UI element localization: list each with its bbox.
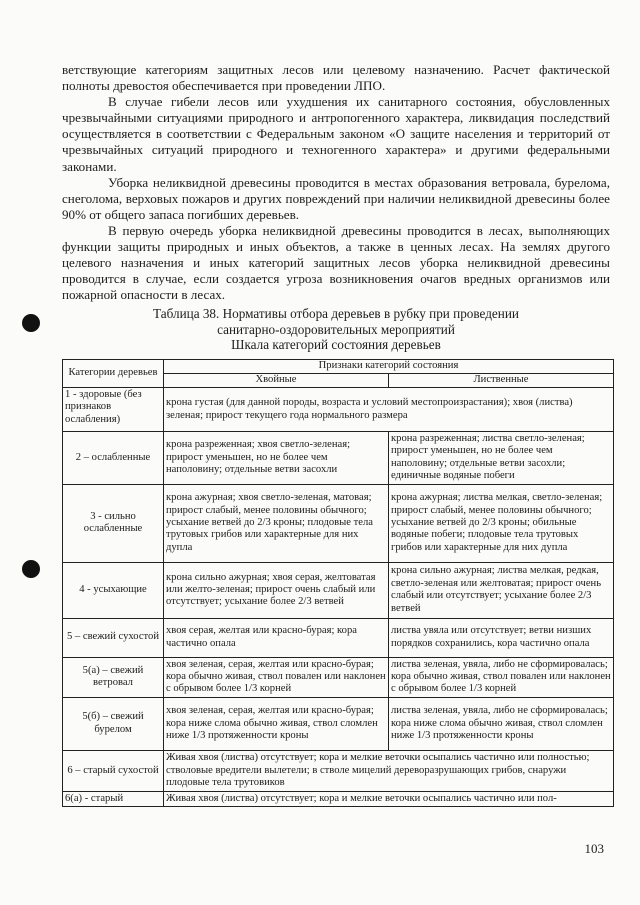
table-row	[63, 432, 614, 485]
punch-hole-mark	[22, 560, 40, 578]
header-signs: Признаки категорий состояния	[164, 360, 614, 374]
category-cell: 1 - здоровые (без признаков ослабления)	[63, 388, 164, 432]
deciduous-cell: крона разреженная; листва светло-зеленая; прирост уменьшен, но не более чем наполовину; отдельные ветви засохли; единичные водяные побеги	[389, 432, 614, 485]
category-cell: 5(б) – свежий бурелом	[63, 697, 164, 750]
caption-line-3: Шкала категорий состояния деревьев	[231, 337, 441, 352]
body-text	[62, 62, 610, 303]
category-cell: 4 - усыхающие	[63, 562, 164, 618]
coniferous-cell: крона ажурная; хвоя светло-зеленая, матовая; прирост слабый, менее половины обычного; усыхание ветвей до 2/3 кроны; плодовые тела трутовых грибов или характерные для них дупла	[164, 484, 389, 562]
merged-cell: Живая хвоя (листва) отсутствует; кора и мелкие веточки осыпались частично или полностью; стволовые вредители вылетели; в стволе мицелий дереворазрушающих грибов, снаружи плодовые тела трутовиков	[164, 750, 614, 791]
punch-hole-mark	[22, 314, 40, 332]
category-cell: 2 – ослабленные	[63, 432, 164, 485]
category-cell: 3 - сильно ослабленные	[63, 484, 164, 562]
coniferous-cell: крона сильно ажурная; хвоя серая, желтоватая или желто-зеленая; прирост очень слабый или отсутствует; усыхание более 2/3 ветвей	[164, 562, 389, 618]
table-row	[63, 750, 614, 791]
table-caption	[62, 306, 610, 353]
header-deciduous: Лиственные	[389, 374, 614, 388]
caption-line-1: Таблица 38. Нормативы отбора деревьев в рубку при проведении	[153, 306, 519, 321]
category-cell: 5(а) – свежий ветровал	[63, 657, 164, 697]
paragraph-1: ветствующие категориям защитных лесов или целевому назначению. Расчет фактической полноты древостоя обеспечивается при проведении ЛПО.	[62, 62, 610, 94]
coniferous-cell: крона разреженная; хвоя светло-зеленая; прирост уменьшен, но не более чем наполовину; отдельные ветви засохли	[164, 432, 389, 485]
table-row	[63, 562, 614, 618]
coniferous-cell: хвоя зеленая, серая, желтая или красно-бурая; кора ниже слома обычно живая, ствол сломлен ниже 1/3 протяженности кроны	[164, 697, 389, 750]
coniferous-cell: хвоя серая, желтая или красно-бурая; кора частично опала	[164, 618, 389, 657]
table-row	[63, 791, 614, 806]
table-row	[63, 697, 614, 750]
category-cell: 6 – старый сухостой	[63, 750, 164, 791]
header-coniferous: Хвойные	[164, 374, 389, 388]
table-row	[63, 657, 614, 697]
table-row	[63, 484, 614, 562]
deciduous-cell: листва увяла или отсутствует; ветви низших порядков сохранились, кора частично опала	[389, 618, 614, 657]
deciduous-cell: крона сильно ажурная; листва мелкая, редкая, светло-зеленая или желтоватая; прирост очень слабый или отсутствует; усыхание более 2/3 ветвей	[389, 562, 614, 618]
category-cell: 6(а) - старый	[63, 791, 164, 806]
tree-condition-table	[62, 359, 614, 807]
page-number: 103	[584, 841, 604, 856]
coniferous-cell: хвоя зеленая, серая, желтая или красно-бурая; кора обычно живая, ствол повален или наклонен с обрывом более 1/3 корней	[164, 657, 389, 697]
table-row	[63, 618, 614, 657]
deciduous-cell: крона ажурная; листва мелкая, светло-зеленая; прирост слабый, менее половины обычного; усыхание ветвей до 2/3 кроны; обильные водяные побеги; плодовые тела трутовых грибов или характерные для них дупла	[389, 484, 614, 562]
header-category: Категории деревьев	[63, 360, 164, 388]
paragraph-4: В первую очередь уборка неликвидной древесины проводится в лесах, выполняющих функции защиты природных и иных объектов, а также в ценных лесах. На землях другого целевого назначения и иных категорий защитных лесов уборка неликвидной древесины проводится в случае, если создается угроза возникновения очагов вредных организмов или пожарной опасности в лесах.	[62, 222, 610, 303]
table-row	[63, 388, 614, 432]
merged-cell: крона густая (для данной породы, возраста и условий местопроизрастания); хвоя (листва) зеленая; прирост текущего года нормального размера	[164, 388, 614, 432]
category-cell: 5 – свежий сухостой	[63, 618, 164, 657]
deciduous-cell: листва зеленая, увяла, либо не сформировалась; кора ниже слома обычно живая, ствол сломлен ниже 1/3 протяженности кроны	[389, 697, 614, 750]
paragraph-2: В случае гибели лесов или ухудшения их санитарного состояния, обусловленных чрезвычайными ситуациями природного и антропогенного характера, ликвидация последствий осуществляется в соответствии с Федеральным законом «О защите населения и территорий от чрезвычайных ситуаций природного и техногенного характера» и другими федеральными законами.	[62, 94, 610, 174]
deciduous-cell: листва зеленая, увяла, либо не сформировалась; кора обычно живая, ствол повален или наклонен с обрывом более 1/3 корней	[389, 657, 614, 697]
merged-cell: Живая хвоя (листва) отсутствует; кора и мелкие веточки осыпались частично или пол-	[164, 791, 614, 806]
caption-line-2: санитарно-оздоровительных мероприятий	[217, 321, 455, 337]
paragraph-3: Уборка неликвидной древесины проводится в местах образования ветровала, бурелома, снеголома, верховых пожаров и других повреждений при наличии неликвидной древесины более 90% от общего запаса погибших деревьев.	[62, 174, 610, 222]
